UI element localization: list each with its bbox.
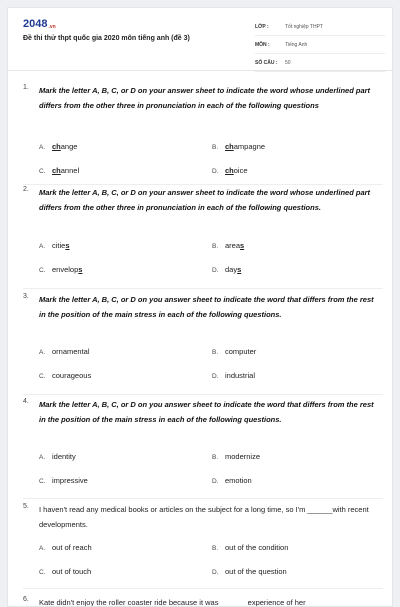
option-d[interactable] — [212, 166, 248, 175]
option-text-post: ampagne — [233, 142, 266, 151]
option-letter: D. — [212, 373, 219, 380]
divider — [23, 498, 383, 499]
option-a[interactable] — [39, 142, 77, 151]
option-text: ornamental — [52, 347, 90, 356]
option-letter: B. — [212, 144, 219, 151]
option-letter: A. — [39, 144, 46, 151]
underlined-part: ch — [52, 166, 61, 175]
underlined-part: s — [78, 265, 83, 274]
option-text: courageous — [52, 371, 92, 380]
question-number: 6. — [23, 596, 29, 603]
underlined-part: s — [65, 241, 70, 250]
exam-header — [8, 8, 392, 71]
option-letter: A. — [39, 243, 46, 250]
divider — [23, 588, 383, 589]
option-b[interactable] — [212, 543, 288, 552]
question-number: 1. — [23, 84, 29, 91]
option-a[interactable] — [39, 241, 70, 250]
option-text: out of the question — [225, 567, 287, 576]
option-letter: C. — [39, 267, 46, 274]
option-letter: D. — [212, 569, 219, 576]
option-b[interactable] — [212, 347, 256, 356]
underlined-part: ch — [225, 142, 234, 151]
option-text-pre: area — [225, 241, 241, 250]
option-letter: C. — [39, 478, 46, 485]
option-c[interactable] — [39, 567, 91, 576]
divider — [23, 184, 383, 185]
option-letter: A. — [39, 349, 46, 356]
option-text: impressive — [52, 476, 88, 485]
option-letter: C. — [39, 569, 46, 576]
exam-sheet — [7, 7, 393, 607]
option-b[interactable] — [212, 142, 265, 151]
meta-count — [255, 54, 385, 72]
option-text: modernize — [225, 452, 261, 461]
divider — [23, 288, 383, 289]
option-d[interactable] — [212, 371, 255, 380]
option-text-pre: day — [225, 265, 238, 274]
option-text: out of the condition — [225, 543, 289, 552]
logo-suffix: .vn — [48, 24, 56, 30]
question-number: 3. — [23, 293, 29, 300]
option-letter: B. — [212, 454, 219, 461]
question-text: Mark the letter A, B, C, or D on your answer sheet to indicate the word whose underlined part differs from the other three in pronunciation in each of the following questions. — [39, 188, 371, 212]
meta-subject — [255, 36, 385, 54]
question-number: 4. — [23, 398, 29, 405]
option-a[interactable] — [39, 347, 90, 356]
option-letter: A. — [39, 454, 46, 461]
option-text: out of reach — [52, 543, 92, 552]
option-text: computer — [225, 347, 257, 356]
meta-value: 50 — [285, 59, 291, 66]
option-text: industrial — [225, 371, 256, 380]
logo-text: 2048 — [23, 18, 48, 30]
question-number: 5. — [23, 503, 29, 510]
exam-meta — [255, 18, 385, 72]
option-letter: D. — [212, 478, 219, 485]
option-text-post: annel — [60, 166, 80, 175]
option-letter: D. — [212, 168, 219, 175]
option-d[interactable] — [212, 567, 287, 576]
question-text: Kate didn't enjoy the roller coaster ride because it was ______ experience of her — [39, 598, 306, 607]
underlined-part: s — [240, 241, 245, 250]
meta-label: MÔN : — [255, 41, 270, 48]
option-letter: C. — [39, 373, 46, 380]
option-text-post: ange — [60, 142, 78, 151]
underlined-part: ch — [52, 142, 61, 151]
meta-value: Tốt nghiệp THPT — [285, 23, 323, 30]
option-text: identity — [52, 452, 76, 461]
option-text: emotion — [225, 476, 252, 485]
site-logo[interactable] — [23, 18, 56, 30]
option-d[interactable] — [212, 265, 241, 274]
option-c[interactable] — [39, 265, 82, 274]
option-text-pre: citie — [52, 241, 66, 250]
exam-title: Đề thi thử thpt quốc gia 2020 môn tiếng anh (đề 3) — [23, 35, 190, 42]
underlined-part: ch — [225, 166, 234, 175]
option-a[interactable] — [39, 452, 76, 461]
meta-class — [255, 18, 385, 36]
meta-label: LỚP : — [255, 23, 269, 30]
underlined-part: s — [237, 265, 242, 274]
divider — [23, 394, 383, 395]
option-c[interactable] — [39, 166, 79, 175]
meta-label: SỐ CÂU : — [255, 59, 278, 66]
question-number: 2. — [23, 186, 29, 193]
option-text: out of touch — [52, 567, 92, 576]
option-d[interactable] — [212, 476, 252, 485]
option-letter: B. — [212, 545, 219, 552]
question-text: Mark the letter A, B, C, or D on your answer sheet to indicate the word whose underlined part differs from the other three in pronunciation in each of the following questions — [39, 86, 371, 110]
option-letter: B. — [212, 243, 219, 250]
question-text: Mark the letter A, B, C, or D on you answer sheet to indicate the word that differs from the rest in the position of the main stress in each of the following questions. — [39, 295, 374, 319]
option-text-pre: envelop — [52, 265, 79, 274]
option-b[interactable] — [212, 241, 244, 250]
question-text: Mark the letter A, B, C, or D on you answer sheet to indicate the word that differs from the rest in the position of the main stress in each of the following questions. — [39, 400, 374, 424]
option-c[interactable] — [39, 371, 91, 380]
meta-value: Tiếng Anh — [285, 41, 308, 48]
option-a[interactable] — [39, 543, 92, 552]
option-text-post: oice — [233, 166, 248, 175]
option-letter: D. — [212, 267, 219, 274]
question-text: I haven't read any medical books or articles on the subject for a long time, so I'm ______with recent developments. — [39, 505, 369, 529]
option-letter: B. — [212, 349, 219, 356]
option-c[interactable] — [39, 476, 88, 485]
option-letter: A. — [39, 545, 46, 552]
option-letter: C. — [39, 168, 46, 175]
option-b[interactable] — [212, 452, 260, 461]
